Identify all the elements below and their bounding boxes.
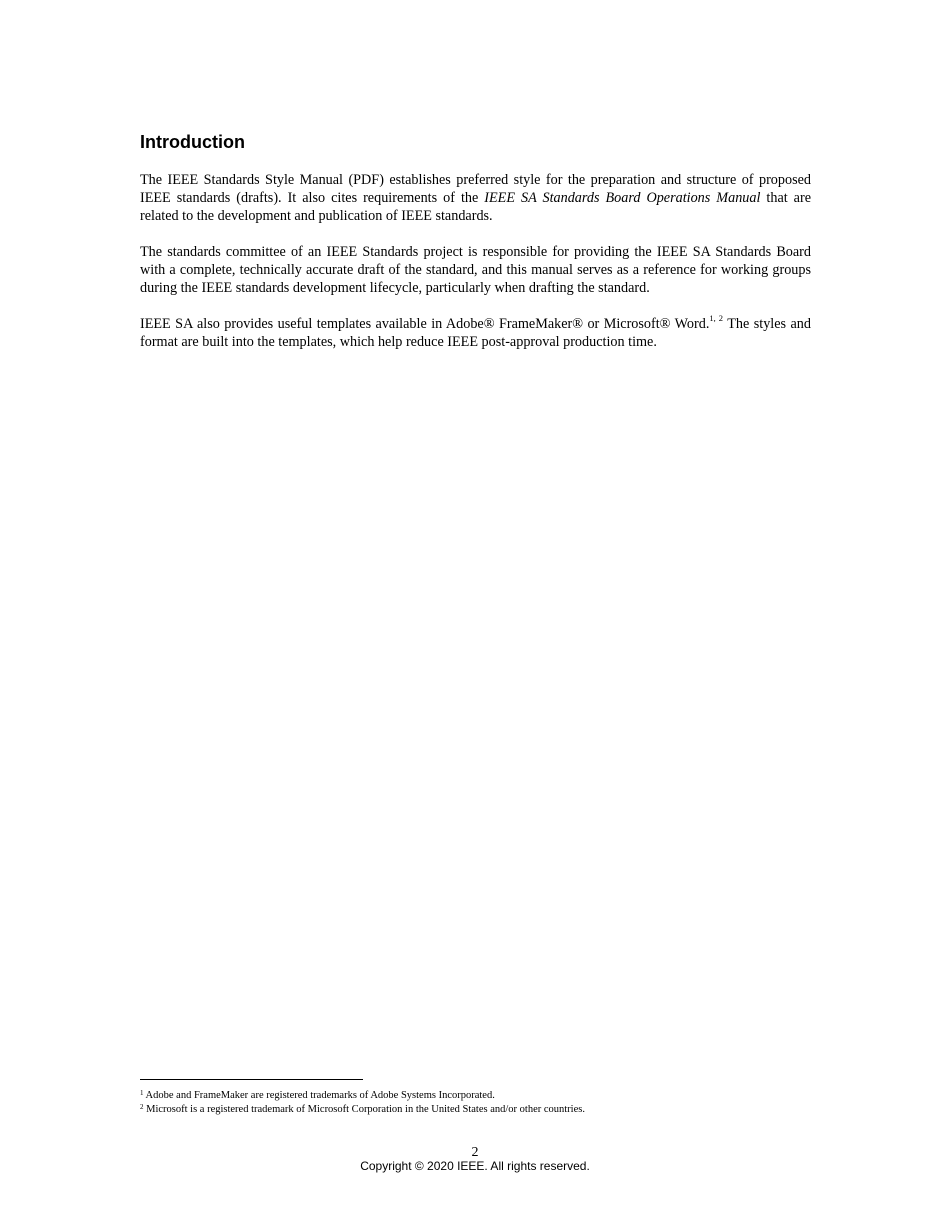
paragraph-standards-committee: The standards committee of an IEEE Standards project is responsible for providing the IEEE SA Standards Board with a complete, technically accurate draft of the standard, and this manual serves as a reference for working groups during the IEEE standards development lifecycle, particularly when drafting the standard. [140, 244, 811, 296]
footnote-text: Adobe and FrameMaker are registered trademarks of Adobe Systems Incorporated. [143, 1090, 495, 1101]
page-number: 2 [471, 1145, 479, 1160]
footnote-text: Microsoft is a registered trademark of Microsoft Corporation in the United States and/or other countries. [143, 1104, 585, 1115]
footnote-1 [140, 1089, 840, 1103]
footnote-reference[interactable]: 1, 2 [709, 313, 724, 324]
paragraph-text: that are related to the development and publication of IEEE standards. [140, 190, 812, 224]
paragraph-text: The styles and format are built into the templates, which help reduce IEEE post-approval production time. [140, 316, 811, 350]
footnote-2 [140, 1103, 840, 1117]
section-heading: Introduction [140, 132, 245, 152]
operations-manual-title: IEEE SA Standards Board Operations Manual [484, 190, 761, 206]
paragraph-text: IEEE SA also provides useful templates available in Adobe® FrameMaker® or Microsoft® Word. [140, 316, 710, 332]
footnotes [140, 1089, 840, 1117]
paragraph-style-manual [140, 171, 811, 225]
footnote-marker: 2 [140, 1103, 144, 1111]
paragraph-templates [140, 315, 811, 351]
footnote-separator [140, 1079, 363, 1080]
paragraph-text: The IEEE Standards Style Manual (PDF) establishes preferred style for the preparation and structure of proposed IEEE standards (drafts). It also cites requirements of the [140, 172, 811, 206]
copyright-notice: Copyright © 2020 IEEE. All rights reserved. [360, 1159, 590, 1173]
footnote-marker: 1 [140, 1089, 144, 1097]
